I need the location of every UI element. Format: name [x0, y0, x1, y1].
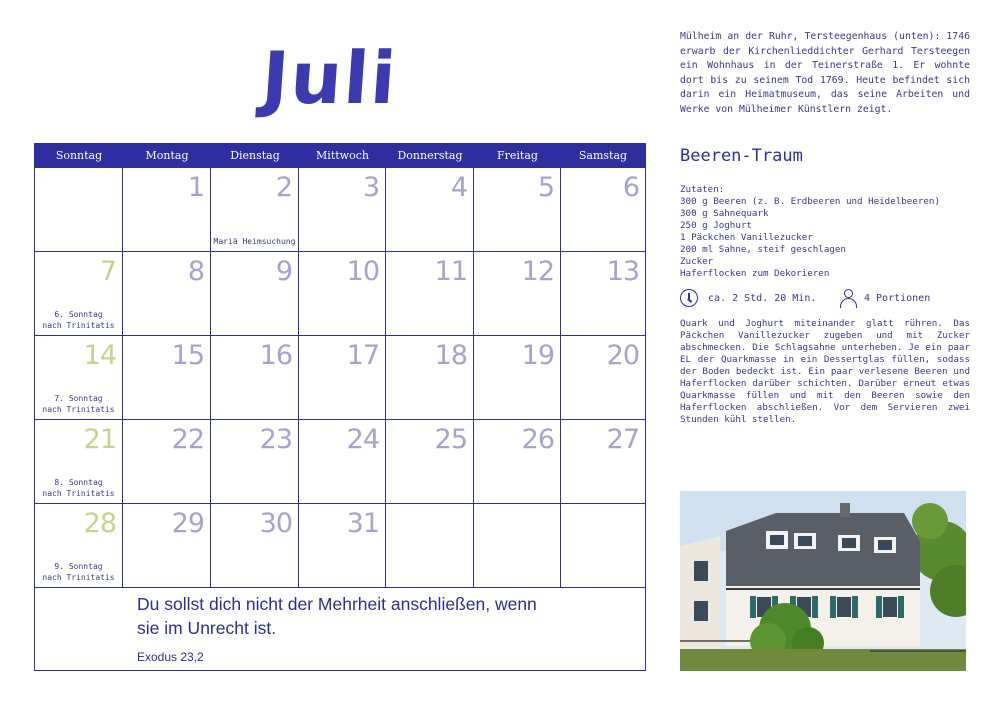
day-number: 23 — [259, 424, 292, 455]
weekday-6: Freitag — [497, 149, 538, 162]
clock-icon — [680, 289, 698, 307]
day-cell — [123, 168, 211, 252]
day-number: 5 — [537, 172, 554, 203]
day-number: 27 — [606, 424, 639, 455]
day-cell — [299, 336, 386, 420]
day-number: 24 — [346, 424, 379, 455]
day-number: 6 — [622, 172, 639, 203]
day-number: 17 — [346, 340, 379, 371]
day-cell — [211, 420, 299, 504]
location-description: Mülheim an der Ruhr, Tersteegenhaus (unten): 1746 erwarb der Kirchenlieddichter Gerhard Tersteegen ein Wohnhaus in der Teinerstraße 1. Er wohnte dort bis zu seinem Tod 1769. Heute befindet sich darin ein Heimatmuseum, das seine Arbeiten und Werke von Mülheimer Künstlern zeigt. — [680, 31, 970, 115]
weekday-7: Samstag — [578, 149, 628, 162]
day-number: 8 — [187, 256, 204, 287]
day-cell — [123, 336, 211, 420]
weekday-header — [35, 144, 645, 168]
day-number: 21 — [83, 424, 116, 455]
ingredient-item: 200 ml Sahne, steif geschlagen — [680, 244, 846, 255]
day-cell — [561, 420, 645, 504]
day-number: 22 — [171, 424, 204, 455]
day-number: 30 — [259, 508, 292, 539]
day-number: 28 — [83, 508, 116, 539]
day-number: 15 — [171, 340, 204, 371]
ingredients-heading: Zutaten: — [680, 184, 725, 195]
day-cell — [299, 168, 386, 252]
day-number: 7 — [99, 256, 116, 287]
tersteegenhaus-photo — [680, 491, 966, 671]
day-number: 13 — [606, 256, 639, 287]
day-note: Mariä Heimsuchung — [213, 237, 296, 246]
day-note: 8. Sonntag nach Trinitatis — [42, 478, 115, 498]
day-cell — [474, 336, 561, 420]
month-title: Juli — [259, 36, 401, 120]
ingredient-item: 300 g Sahnequark — [680, 208, 769, 219]
day-cell — [123, 420, 211, 504]
day-number: 19 — [521, 340, 554, 371]
day-note: 7. Sonntag nach Trinitatis — [42, 394, 115, 414]
day-cell — [299, 504, 386, 588]
day-number: 26 — [521, 424, 554, 455]
day-number: 1 — [187, 172, 204, 203]
calendar-grid — [34, 143, 646, 671]
day-number: 12 — [521, 256, 554, 287]
ingredient-item: Haferflocken zum Dekorieren — [680, 268, 830, 279]
day-cell — [386, 420, 474, 504]
day-cell — [211, 168, 299, 252]
ingredient-item: Zucker — [680, 256, 714, 267]
recipe-meta — [680, 289, 970, 311]
day-cell — [123, 252, 211, 336]
day-cell — [474, 168, 561, 252]
day-number: 25 — [434, 424, 467, 455]
day-cell — [386, 168, 474, 252]
day-number: 16 — [259, 340, 292, 371]
day-cell — [35, 420, 123, 504]
weekday-1: Sonntag — [55, 149, 103, 162]
day-number: 31 — [346, 508, 379, 539]
prep-time: ca. 2 Std. 20 Min. — [708, 293, 817, 304]
day-number: 10 — [346, 256, 379, 287]
weekday-4: Mittwoch — [316, 149, 369, 162]
quote-text: Du sollst dich nicht der Mehrheit anschließen, wenn sie im Unrecht ist. — [137, 594, 537, 638]
portions: 4 Portionen — [864, 293, 931, 304]
day-cell — [299, 252, 386, 336]
weekday-2: Montag — [145, 149, 189, 162]
day-cell — [474, 504, 561, 588]
day-number: 14 — [83, 340, 116, 371]
recipe-instructions: Quark und Joghurt miteinander glatt rühren. Das Päckchen Vanillezucker zugeben und mit Zucker abschmecken. Die Schlagsahne unterheben. Je ein paar EL der Quarkmasse in ein Dessertglas füllen, sodass der Boden bedeckt ist. Ein paar verlesene Beeren und Haferflocken darüber schichten. Darüber erneut etwas Quarkmasse füllen und mit den Beeren sowie den Haferflocken abschließen. Vor dem Servieren zwei Stunden kühl stellen. — [680, 318, 970, 425]
day-cell — [35, 504, 123, 588]
ingredient-item: 1 Päckchen Vanillezucker — [680, 232, 813, 243]
day-number: 29 — [171, 508, 204, 539]
person-icon — [840, 289, 858, 309]
day-number: 2 — [275, 172, 292, 203]
day-number: 20 — [606, 340, 639, 371]
day-cell — [561, 504, 645, 588]
ingredient-item: 250 g Joghurt — [680, 220, 752, 231]
day-cell — [386, 504, 474, 588]
day-cell — [123, 504, 211, 588]
day-cell — [561, 252, 645, 336]
day-cell — [474, 252, 561, 336]
day-note: 6. Sonntag nach Trinitatis — [42, 310, 115, 330]
quote-reference: Exodus 23,2 — [137, 650, 204, 664]
day-number: 18 — [434, 340, 467, 371]
weekday-5: Donnerstag — [397, 149, 463, 162]
day-number: 4 — [450, 172, 467, 203]
day-cell — [35, 252, 123, 336]
day-cell — [561, 336, 645, 420]
day-cell — [386, 252, 474, 336]
bible-quote — [35, 588, 645, 672]
weekday-3: Dienstag — [230, 149, 280, 162]
day-note: 9. Sonntag nach Trinitatis — [42, 562, 115, 582]
day-cell — [211, 336, 299, 420]
day-number: 3 — [362, 172, 379, 203]
day-cell — [35, 336, 123, 420]
recipe-title: Beeren-Traum — [680, 146, 803, 166]
ingredient-item: 300 g Beeren (z. B. Erdbeeren und Heidelbeeren) — [680, 196, 940, 207]
day-cell — [386, 336, 474, 420]
day-cell — [474, 420, 561, 504]
day-cell — [561, 168, 645, 252]
day-cell — [211, 252, 299, 336]
day-cell — [299, 420, 386, 504]
day-cell — [35, 168, 123, 252]
day-number: 9 — [275, 256, 292, 287]
day-number: 11 — [434, 256, 467, 287]
ingredients-list — [680, 184, 970, 280]
day-cell — [211, 504, 299, 588]
